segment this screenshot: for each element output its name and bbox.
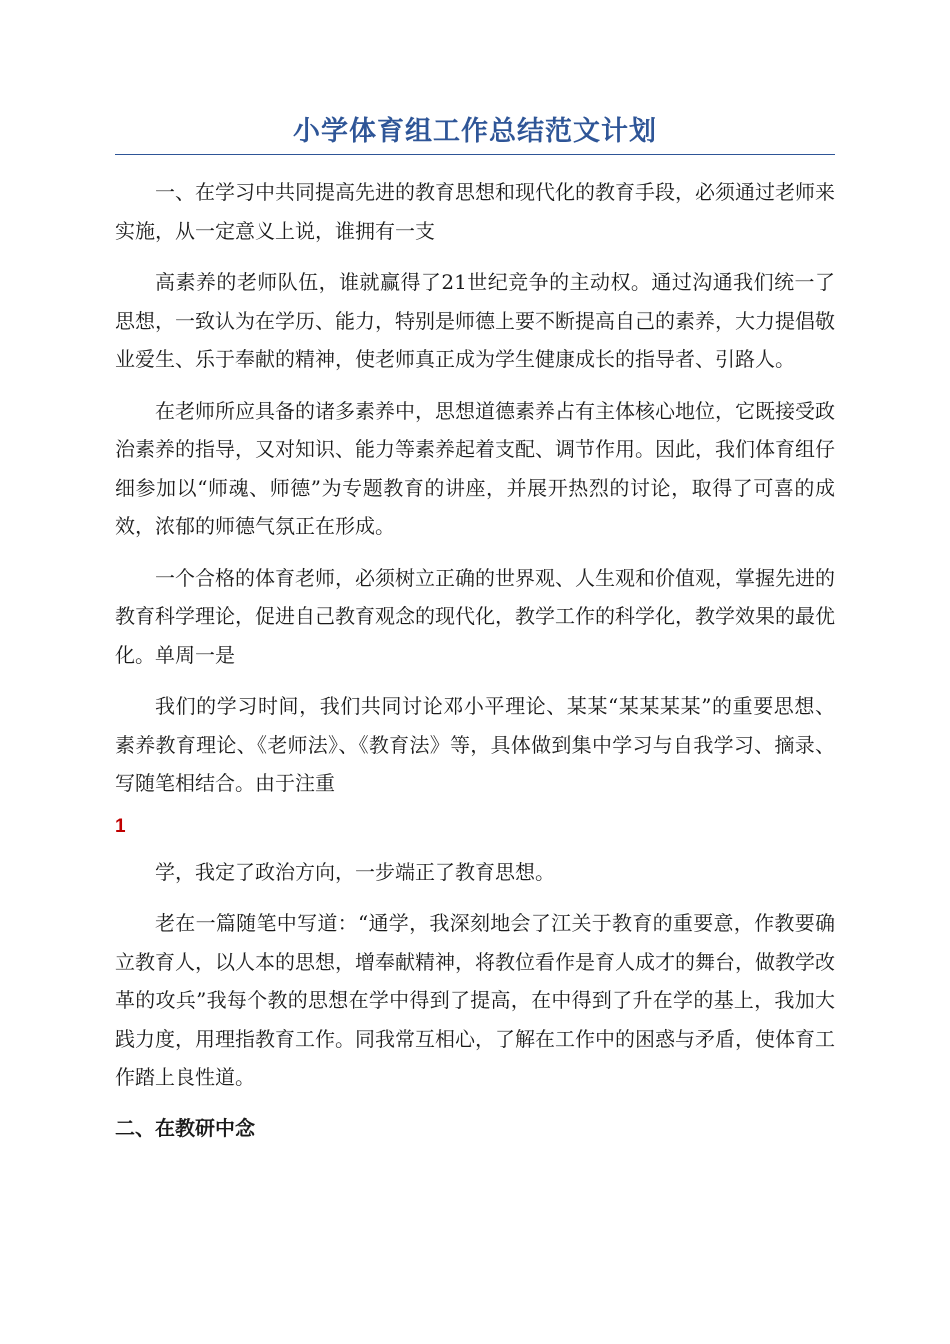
page-number: 1 <box>115 815 126 837</box>
paragraph-7: 老在一篇随笔中写道：“通学，我深刻地会了江关于教育的重要意，作教要确立教育人，以人本的思想，增奉献精神，将教位看作是育人成才的舞台，做教学改革的攻兵”我每个教的思想在学中得到了提高，在中得到了升在学的基上，我加大践力度，用理指教育工作。同我常互相心，了解在工作中的困惑与矛盾，使体育工作踏上良性道。 <box>115 911 835 1089</box>
paragraph-5: 我们的学习时间，我们共同讨论邓小平理论、某某“某某某某”的重要思想、素养教育理论、《老师法》、《教育法》等，具体做到集中学习与自我学习、摘录、写随笔相结合。由于注重 <box>115 694 835 795</box>
document-title: 小学体育组工作总结范文计划 <box>115 112 835 155</box>
document-page <box>115 112 835 1147</box>
paragraph-1: 一、在学习中共同提高先进的教育思想和现代化的教育手段，必须通过老师来实施，从一定意义上说，谁拥有一支 <box>115 180 835 243</box>
paragraph-2: 高素养的老师队伍，谁就赢得了21世纪竞争的主动权。通过沟通我们统一了思想，一致认为在学历、能力，特别是师德上要不断提高自己的素养，大力提倡敬业爱生、乐于奉献的精神，使老师真正成为学生健康成长的指导者、引路人。 <box>115 270 835 371</box>
paragraph-3: 在老师所应具备的诸多素养中，思想道德素养占有主体核心地位，它既接受政治素养的指导，又对知识、能力等素养起着支配、调节作用。因此，我们体育组仔细参加以“师魂、师德”为专题教育的讲座，并展开热烈的讨论，取得了可喜的成效，浓郁的师德气氛正在形成。 <box>115 398 835 538</box>
paragraph-6: 学，我定了政治方向，一步端正了教育思想。 <box>155 859 555 884</box>
section-heading: 二、在教研中念 <box>115 1115 255 1140</box>
paragraph-4: 一个合格的体育老师，必须树立正确的世界观、人生观和价值观，掌握先进的教育科学理论，促进自己教育观念的现代化，教学工作的科学化，教学效果的最优化。单周一是 <box>115 565 835 667</box>
